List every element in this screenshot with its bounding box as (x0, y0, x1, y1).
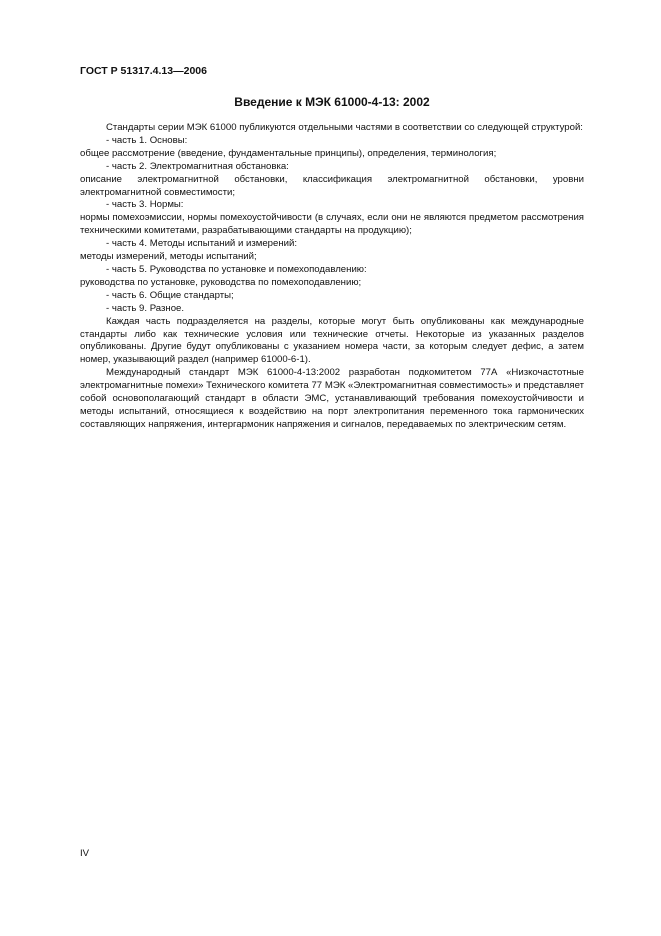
paragraph: - часть 2. Электромагнитная обстановка: (106, 160, 289, 172)
paragraph: описание электромагнитной обстановки, классификация электромагнитной обстановки, уровни электромагнитной совместимости; (80, 173, 584, 198)
paragraph: - часть 3. Нормы: (106, 199, 184, 211)
paragraph: - часть 4. Методы испытаний и измерений: (106, 238, 298, 250)
paragraph: руководства по установке, руководства по помехоподавлению; (80, 276, 362, 288)
document-body (80, 122, 584, 432)
paragraph: Каждая часть подразделяется на разделы, которые могут быть опубликованы как международные стандарты либо как технические условия или технические отчеты. Некоторые из указанных разделов опубликованы. Другие будут опубликованы с указанием номера части, за которым следует дефис, а затем номер, указывающий раздел (например 61000-6-1). (80, 315, 584, 366)
paragraph: - часть 9. Разное. (106, 302, 185, 314)
paragraph: методы измерений, методы испытаний; (80, 251, 257, 263)
paragraph: Стандарты серии МЭК 61000 публикуются отдельными частями в соответствии со следующей структурой: (106, 122, 583, 133)
paragraph: - часть 6. Общие стандарты; (106, 289, 234, 301)
paragraph: - часть 1. Основы: (106, 134, 188, 146)
section-title: Введение к МЭК 61000-4-13: 2002 (234, 95, 430, 109)
page-number: IV (80, 848, 90, 859)
paragraph: - часть 5. Руководства по установке и помехоподавлению: (106, 263, 367, 275)
paragraph: нормы помехоэмиссии, нормы помехоустойчивости (в случаях, если они не являются предметом рассмотрения техническими комитетами, разрабатывающими стандарты на продукцию); (80, 212, 584, 237)
document-header: ГОСТ Р 51317.4.13—2006 (80, 65, 207, 77)
paragraph: Международный стандарт МЭК 61000-4-13:2002 разработан подкомитетом 77А «Низкочастотные электромагнитные помехи» Технического комитета 77 МЭК «Электромагнитная совместимость» и представляет собой основополагающий стандарт в области ЭМС, устанавливающий требования помехоустойчивости и методы испытаний, относящиеся к воздействию на порт электропитания переменного тока гармонических составляющих напряжения, интергармоник напряжения и сигналов, передаваемых по электрическим сетям. (80, 367, 584, 430)
paragraph: общее рассмотрение (введение, фундаментальные принципы), определения, терминология; (80, 147, 497, 159)
